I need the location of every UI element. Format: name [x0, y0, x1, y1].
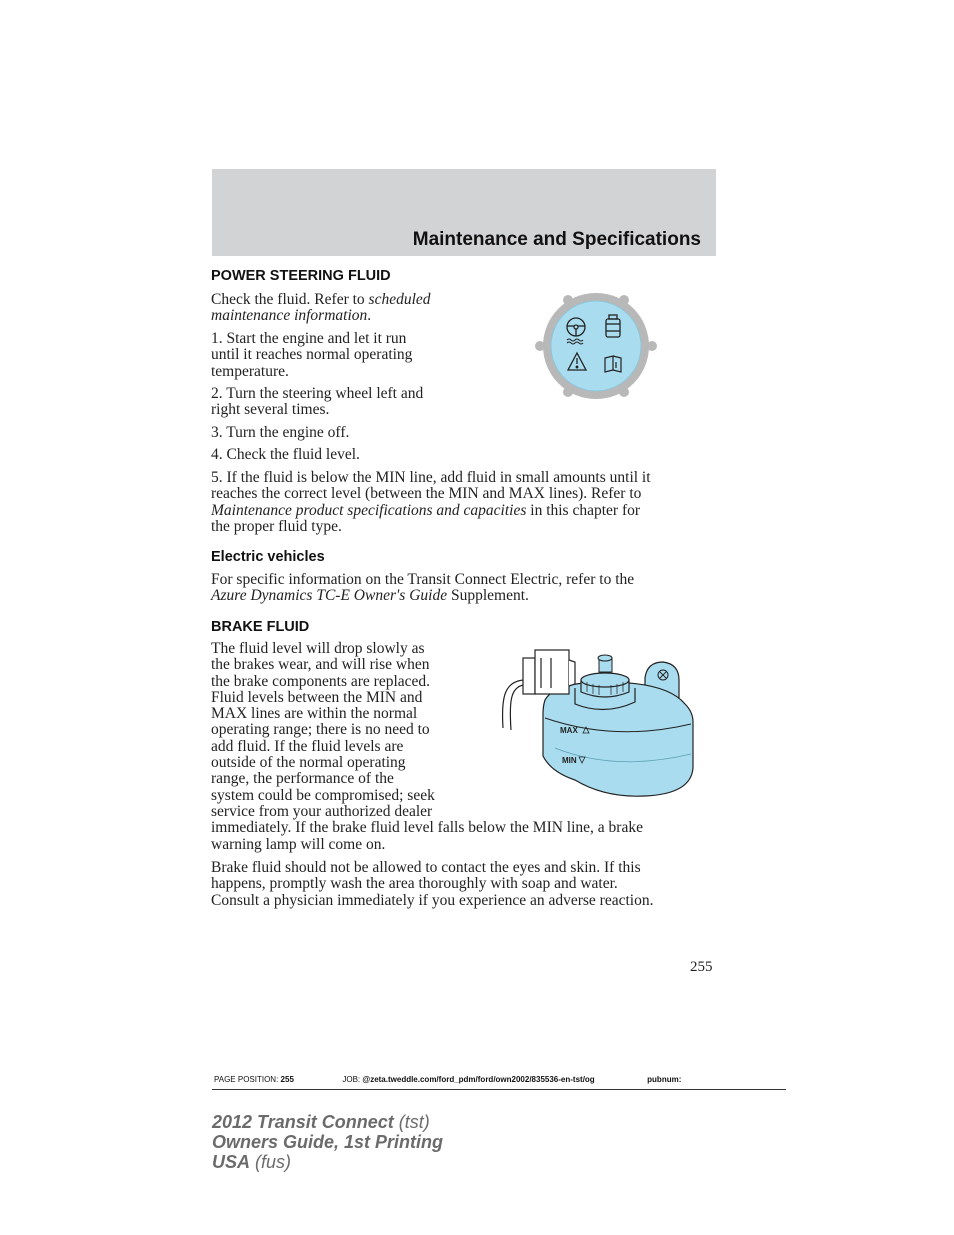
step-2-line: 2. Turn the steering wheel left and	[211, 385, 424, 402]
brake-fluid-reservoir-illustration	[495, 648, 700, 800]
step-1-line: temperature.	[211, 362, 289, 380]
intro-ref-1: scheduled	[368, 291, 431, 308]
brake-line: range, the performance of the	[211, 770, 394, 788]
brake-line: The fluid level will drop slowly as	[211, 640, 425, 657]
power-steering-heading: POWER STEERING FLUID	[211, 268, 391, 284]
step-1-line: until it reaches normal operating	[211, 346, 413, 364]
step-5	[211, 470, 651, 535]
intro-ref-2: maintenance information	[211, 307, 368, 324]
step-3: 3. Turn the engine off.	[211, 424, 350, 441]
step-2-line: right several times.	[211, 401, 330, 419]
pubnum-label: pubnum:	[647, 1075, 682, 1084]
step-5-line	[211, 503, 651, 519]
intro-end: .	[367, 307, 372, 324]
brake-fluid-warning	[211, 860, 653, 909]
power-steering-intro-2	[211, 308, 371, 324]
printing-line-2: Owners Guide, 1st Printing	[212, 1132, 444, 1152]
step-1	[211, 331, 412, 380]
cap-face	[551, 301, 641, 391]
power-steering-intro	[211, 292, 431, 308]
vehicle-code: (tst)	[393, 1112, 430, 1132]
job-value: @zeta.tweddle.com/ford_pdm/ford/own2002/835536-en-tst/og	[362, 1075, 595, 1084]
page-position-value: 255	[280, 1075, 294, 1084]
electric-line	[211, 588, 634, 604]
power-steering-cap-illustration	[535, 290, 657, 402]
brake-line: the brakes wear, and will rise when	[211, 656, 430, 674]
electric-vehicles-text	[211, 572, 634, 605]
step-5-text: in this chapter for	[526, 501, 641, 519]
brake-line: Fluid levels between the MIN and	[211, 688, 423, 706]
brake-line: the brake components are replaced.	[211, 672, 431, 690]
sensor-wire	[510, 685, 523, 730]
brake-line: operating range; there is no need to	[211, 721, 430, 739]
market: USA	[212, 1152, 251, 1172]
step-1-line: 1. Start the engine and let it run	[211, 330, 407, 347]
brake-line: service from your authorized dealer	[211, 802, 433, 820]
min-mark: MIN	[562, 756, 577, 765]
footer-divider	[212, 1089, 786, 1090]
vehicle-model: 2012 Transit Connect	[212, 1112, 394, 1132]
brake-line: MAX lines are within the normal	[211, 705, 418, 723]
warning-line: Brake fluid should not be allowed to contact the eyes and skin. If this	[211, 859, 641, 876]
warning-line: Consult a physician immediately if you experience an adverse reaction.	[211, 891, 654, 909]
brake-line: immediately. If the brake fluid level falls below the MIN line, a brake	[211, 819, 643, 837]
page-position-label: PAGE POSITION:	[214, 1075, 279, 1084]
brake-line: outside of the normal operating	[211, 754, 406, 772]
electric-text: Supplement.	[447, 587, 529, 605]
warning-line: happens, promptly wash the area thoroughly with soap and water.	[211, 875, 618, 893]
market-code: (fus)	[250, 1152, 292, 1172]
section-title: Maintenance and Specifications	[412, 229, 701, 250]
sensor-wire	[503, 680, 523, 728]
page-number: 255	[690, 959, 713, 975]
brake-fluid-heading: BRAKE FLUID	[211, 619, 310, 635]
job-label: JOB:	[342, 1075, 361, 1084]
electric-vehicles-heading: Electric vehicles	[211, 549, 325, 565]
step-2	[211, 386, 423, 419]
brake-line: warning lamp will come on.	[211, 835, 386, 853]
printing-line-1	[212, 1112, 443, 1132]
step-5-line: 5. If the fluid is below the MIN line, add fluid in small amounts until it	[211, 469, 651, 486]
capacities-ref: Maintenance product specifications and capacities	[211, 501, 527, 519]
brake-line: add fluid. If the fluid levels are	[211, 737, 404, 755]
step-4: 4. Check the fluid level.	[211, 446, 360, 463]
intro-text: Check the fluid. Refer to	[211, 291, 369, 308]
brake-line: system could be compromised; seek	[211, 786, 435, 804]
step-5-line: reaches the correct level (between the MIN and MAX lines). Refer to	[211, 485, 642, 503]
tc-e-guide-ref: Azure Dynamics TC-E Owner's Guide	[211, 587, 448, 605]
step-5-line: the proper fluid type.	[211, 517, 342, 535]
printing-info	[212, 1112, 443, 1172]
sensor-connector	[523, 650, 575, 694]
print-job-footer	[214, 1075, 786, 1084]
max-mark: MAX	[560, 726, 578, 735]
section-header-band	[212, 169, 716, 256]
electric-line: For specific information on the Transit Connect Electric, refer to the	[211, 571, 635, 588]
printing-line-3	[212, 1152, 443, 1172]
